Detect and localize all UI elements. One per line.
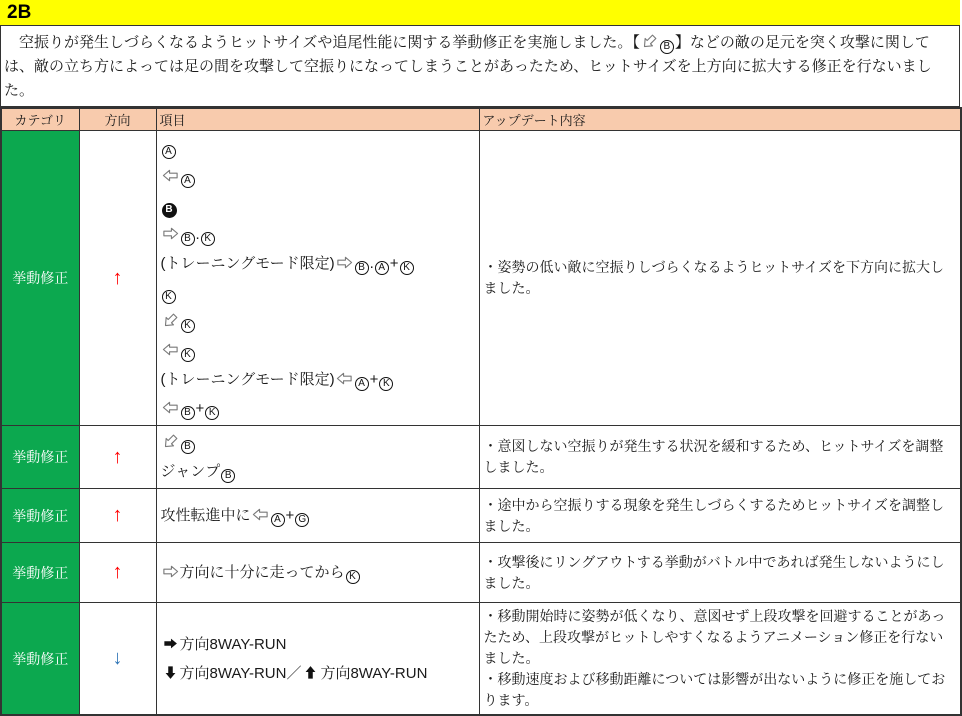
button-k-icon: K xyxy=(346,570,360,584)
category-cell: 挙動修正 xyxy=(1,603,79,716)
arrow-right-white-icon xyxy=(336,254,353,271)
direction-down-arrow-icon: ↓ xyxy=(112,647,123,669)
arrow-left-white-icon xyxy=(162,341,179,358)
button-b-icon: B xyxy=(181,406,195,420)
arrow-right-white-icon xyxy=(162,563,179,580)
table-body xyxy=(1,131,961,716)
button-k-icon: K xyxy=(400,261,414,275)
direction-cell xyxy=(79,131,156,426)
table-row xyxy=(1,543,961,603)
section-title: 2B xyxy=(7,2,32,23)
direction-up-arrow-icon: ↑ xyxy=(112,266,123,289)
direction-up-arrow-icon: ↑ xyxy=(112,561,123,583)
button-k-icon: K xyxy=(201,232,215,246)
button-b-icon: B xyxy=(660,40,674,54)
arrow-down-black-icon xyxy=(162,664,179,681)
move-command-line xyxy=(161,307,475,336)
update-content-cell xyxy=(479,131,961,426)
table-row xyxy=(1,489,961,543)
button-a-icon: A xyxy=(271,513,285,527)
table-header-row xyxy=(1,108,961,131)
button-b-icon: B xyxy=(221,469,235,483)
move-command-line: 方向8WAY-RUN／ 方向8WAY-RUN xyxy=(161,659,475,688)
move-command-line xyxy=(161,428,475,457)
table-row xyxy=(1,603,961,716)
direction-cell xyxy=(79,489,156,543)
items-cell xyxy=(156,489,479,543)
direction-cell xyxy=(79,603,156,716)
move-command-line: 攻性転進中に A + G xyxy=(161,501,475,530)
arrow-left-white-icon xyxy=(252,506,269,523)
update-content-bullet: ・途中から空振りする現象を発生しづらくするためヒットサイズを調整しました。 xyxy=(483,496,944,534)
update-content-bullet: ・意図しない空振りが発生する状況を緩和するため、ヒットサイズを調整しました。 xyxy=(483,438,944,475)
button-b-filled-icon: B xyxy=(162,203,177,218)
move-command-line xyxy=(161,336,475,365)
column-header-direction: 方向 xyxy=(79,108,156,131)
items-cell xyxy=(156,603,479,716)
move-command-line xyxy=(161,133,475,162)
update-content-bullet: ・姿勢の低い敵に空振りしづらくなるようヒットサイズを下方向に拡大しました。 xyxy=(483,259,944,296)
button-a-icon: A xyxy=(375,261,389,275)
arrow-downleft-white-icon xyxy=(162,433,179,450)
update-content-bullet: ・移動開始時に姿勢が低くなり、意図せず上段攻撃を回避することがあったため、上段攻撃がヒットしやすくなるようアニメーション修正を行ないました。 xyxy=(483,608,946,666)
items-cell xyxy=(156,131,479,426)
arrow-left-white-icon xyxy=(336,370,353,387)
move-command-line: (トレーニングモード限定) B . A + K xyxy=(161,249,475,278)
button-a-icon: A xyxy=(355,377,369,391)
arrow-downleft-white-icon xyxy=(641,33,658,50)
arrow-downleft-white-icon xyxy=(162,312,179,329)
direction-up-arrow-icon: ↑ xyxy=(112,504,123,526)
update-content-cell xyxy=(479,543,961,603)
items-cell xyxy=(156,426,479,489)
update-content-bullet: ・攻撃後にリングアウトする挙動がバトル中であれば発生しないようにしました。 xyxy=(483,553,945,591)
arrow-up-black-icon xyxy=(302,664,319,681)
column-header-update-content: アップデート内容 xyxy=(479,108,961,131)
table-row xyxy=(1,131,961,426)
button-g-icon: G xyxy=(295,513,309,527)
move-command-line: 方向8WAY-RUN xyxy=(161,630,475,659)
button-a-icon: A xyxy=(181,174,195,188)
button-k-icon: K xyxy=(379,377,393,391)
arrow-left-white-icon xyxy=(162,399,179,416)
move-command-line xyxy=(161,278,475,307)
move-command-line xyxy=(161,162,475,191)
update-content-cell xyxy=(479,489,961,543)
button-a-icon: A xyxy=(162,145,176,159)
direction-cell xyxy=(79,543,156,603)
update-content-cell xyxy=(479,603,961,716)
arrow-left-white-icon xyxy=(162,167,179,184)
move-command-line: B . K xyxy=(161,220,475,249)
move-command-line: B + K xyxy=(161,394,475,423)
button-b-icon: B xyxy=(181,440,195,454)
category-cell: 挙動修正 xyxy=(1,489,79,543)
button-b-icon: B xyxy=(181,232,195,246)
update-content-bullet: ・移動速度および移動距離については影響が出ないように修正を施しております。 xyxy=(483,671,946,708)
move-command-line: (トレーニングモード限定) A + K xyxy=(161,365,475,394)
section-description: 空振りが発生しづらくなるようヒットサイズや追尾性能に関する挙動修正を実施しました。【 B 】などの敵の足元を突く攻撃に関しては、敵の立ち方によっては足の間を攻撃して空振りになってしまうことがあったため、ヒットサイズを上方向に拡大する修正を行ないました。 xyxy=(0,26,960,107)
button-b-icon: B xyxy=(355,261,369,275)
column-header-item: 項目 xyxy=(156,108,479,131)
category-cell: 挙動修正 xyxy=(1,543,79,603)
arrow-right-white-icon xyxy=(162,225,179,242)
direction-cell xyxy=(79,426,156,489)
arrow-right-black-icon xyxy=(162,635,179,652)
update-content-cell xyxy=(479,426,961,489)
section-title-bar xyxy=(0,0,960,26)
direction-up-arrow-icon: ↑ xyxy=(112,445,123,468)
category-cell: 挙動修正 xyxy=(1,131,79,426)
button-k-icon: K xyxy=(162,290,176,304)
column-header-category: カテゴリ xyxy=(1,108,79,131)
table-row xyxy=(1,426,961,489)
button-k-icon: K xyxy=(181,348,195,362)
category-cell: 挙動修正 xyxy=(1,426,79,489)
update-table xyxy=(0,107,962,716)
button-k-icon: K xyxy=(205,406,219,420)
items-cell xyxy=(156,543,479,603)
button-k-icon: K xyxy=(181,319,195,333)
move-command-line: 方向に十分に走ってから K xyxy=(161,558,475,587)
move-command-line xyxy=(161,191,475,220)
move-command-line: ジャンプ B xyxy=(161,457,475,486)
